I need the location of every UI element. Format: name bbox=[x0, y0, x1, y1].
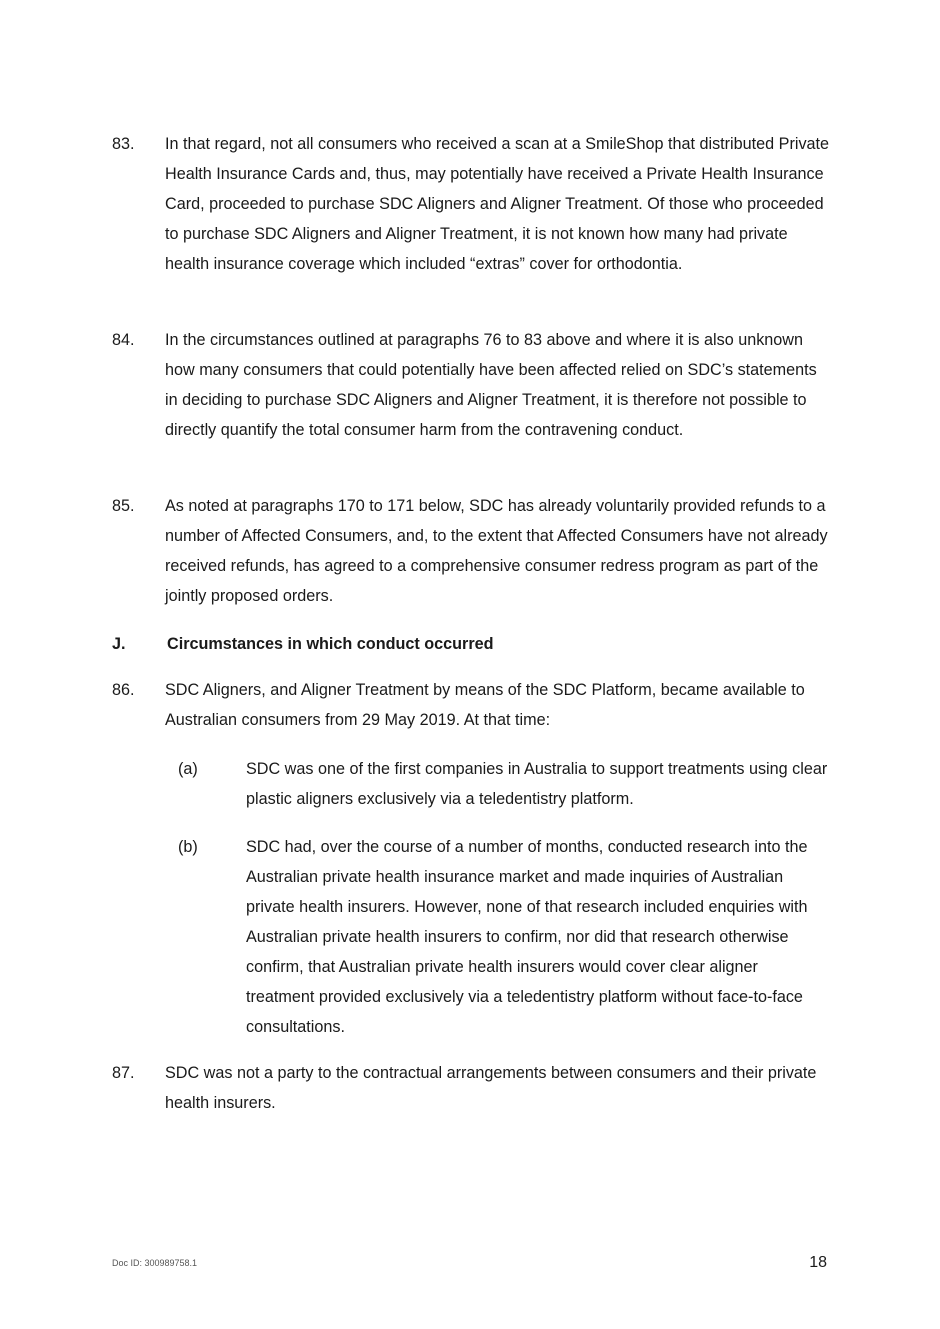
paragraph-number: 85. bbox=[112, 497, 135, 515]
paragraph-text: SDC Aligners, and Aligner Treatment by means of the SDC Platform, became available to Australian consumers from 29 May 2019. At that time: bbox=[165, 681, 805, 729]
subparagraph-text: SDC was one of the first companies in Australia to support treatments using clear plastic aligners exclusively via a teledentistry platform. bbox=[246, 760, 828, 808]
subparagraph-text: SDC had, over the course of a number of months, conducted research into the Australian private health insurance market and made inquiries of Australian private health insurers. However, none of that research included enquiries with Australian private health insurers to confirm, nor did that research otherwise confirm, that Australian private health insurers would cover clear aligner treatment provided exclusively via a teledentistry platform without face-to-face consultations. bbox=[246, 838, 808, 1036]
paragraph-number: 86. bbox=[112, 681, 135, 699]
paragraph-text: In the circumstances outlined at paragraphs 76 to 83 above and where it is also unknown how many consumers that could potentially have been affected relied on SDC’s statements in deciding to purchase SDC Aligners and Aligner Treatment, it is therefore not possible to directly quantify the total consumer harm from the contravening conduct. bbox=[165, 331, 817, 439]
paragraph-86 bbox=[112, 675, 832, 735]
paragraph-number: 84. bbox=[112, 331, 135, 349]
paragraph-87 bbox=[112, 1058, 832, 1118]
paragraph-84 bbox=[112, 325, 832, 445]
paragraph-text: As noted at paragraphs 170 to 171 below, SDC has already voluntarily provided refunds to a number of Affected Consumers, and, to the extent that Affected Consumers have not already received refunds, has agreed to a comprehensive consumer redress program as part of the jointly proposed orders. bbox=[165, 497, 828, 605]
section-letter: J. bbox=[112, 635, 126, 653]
paragraph-text: SDC was not a party to the contractual arrangements between consumers and their private health insurers. bbox=[165, 1064, 817, 1112]
paragraph-number: 83. bbox=[112, 135, 135, 153]
subparagraph-label: (b) bbox=[178, 838, 198, 856]
subparagraph-86a bbox=[178, 754, 828, 814]
paragraph-number: 87. bbox=[112, 1064, 135, 1082]
paragraph-85 bbox=[112, 491, 832, 611]
paragraph-83 bbox=[112, 129, 832, 279]
section-heading bbox=[112, 629, 494, 659]
subparagraph-label: (a) bbox=[178, 760, 198, 778]
section-title: Circumstances in which conduct occurred bbox=[167, 635, 494, 653]
document-id: Doc ID: 300989758.1 bbox=[112, 1258, 198, 1268]
page-number: 18 bbox=[809, 1254, 827, 1271]
subparagraph-86b bbox=[178, 832, 828, 1042]
paragraph-text: In that regard, not all consumers who received a scan at a SmileShop that distributed Private Health Insurance Cards and, thus, may potentially have received a Private Health Insurance Card, proceeded to purchase SDC Aligners and Aligner Treatment. Of those who proceeded to purchase SDC Aligners and Aligner Treatment, it is not known how many had private health insurance coverage which included “extras” cover for orthodontia. bbox=[165, 135, 830, 273]
